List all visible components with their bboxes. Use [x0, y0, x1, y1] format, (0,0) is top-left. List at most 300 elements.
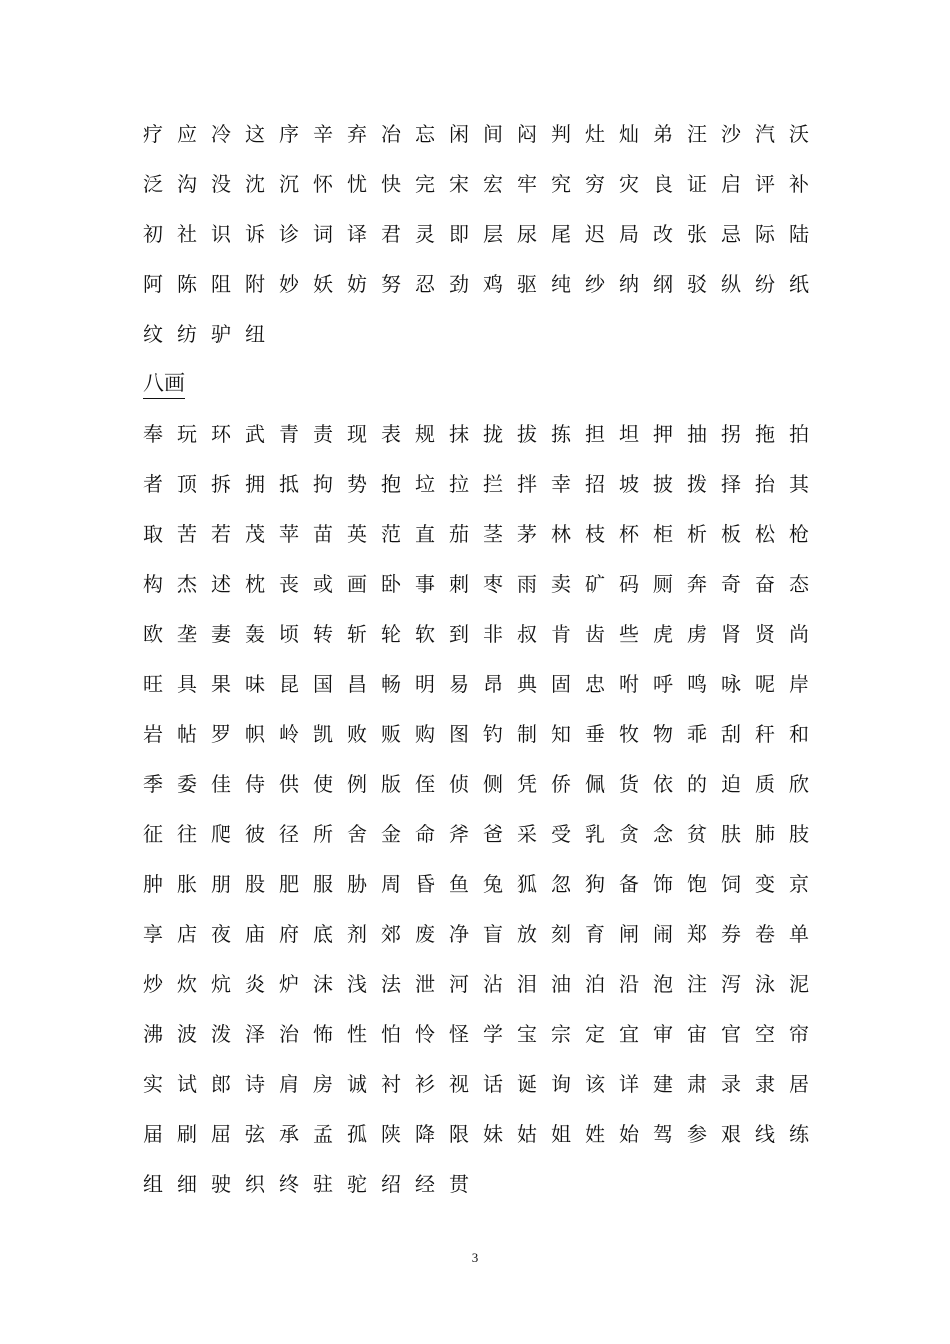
character: 官: [721, 1022, 741, 1046]
character: 底: [313, 922, 333, 946]
character: 轰: [245, 622, 265, 646]
character: 河: [449, 972, 469, 996]
character: 庙: [245, 922, 265, 946]
character: 尾: [551, 222, 571, 246]
character: 闷: [517, 122, 537, 146]
character: 侍: [245, 772, 265, 796]
character: 屈: [211, 1122, 231, 1146]
character: 审: [653, 1022, 673, 1046]
character: 拌: [517, 472, 537, 496]
character: 卧: [381, 572, 401, 596]
character: 拉: [449, 472, 469, 496]
character: 朋: [211, 872, 231, 896]
character: 表: [381, 422, 401, 446]
character: 斩: [347, 622, 367, 646]
character: 宗: [551, 1022, 571, 1046]
character: 诊: [279, 222, 299, 246]
character: 披: [653, 472, 673, 496]
character: 拔: [517, 422, 537, 446]
character: 府: [279, 922, 299, 946]
character: 油: [551, 972, 571, 996]
character: 织: [245, 1172, 265, 1196]
character: 驻: [313, 1172, 333, 1196]
character: 妙: [279, 272, 299, 296]
character: 述: [211, 572, 231, 596]
character: 货: [619, 772, 639, 796]
character: 杰: [177, 572, 197, 596]
character: 炒: [143, 972, 163, 996]
character: 驴: [211, 322, 231, 346]
character: 虏: [687, 622, 707, 646]
character: 担: [585, 422, 605, 446]
character: 浅: [347, 972, 367, 996]
character: 所: [313, 822, 333, 846]
character: 斧: [449, 822, 469, 846]
character: 周: [381, 872, 401, 896]
character: 抬: [755, 472, 775, 496]
character: 陕: [381, 1122, 401, 1146]
character: 拐: [721, 422, 741, 446]
character: 纷: [755, 272, 775, 296]
character: 诚: [347, 1072, 367, 1096]
character: 丧: [279, 572, 299, 596]
character: 诉: [245, 222, 265, 246]
character: 肾: [721, 622, 741, 646]
character: 应: [177, 122, 197, 146]
character: 垂: [585, 722, 605, 746]
character: 茂: [245, 522, 265, 546]
character: 呢: [755, 672, 775, 696]
character: 孟: [313, 1122, 333, 1146]
character: 始: [619, 1122, 639, 1146]
character: 纺: [177, 322, 197, 346]
character: 国: [313, 672, 333, 696]
character: 郑: [687, 922, 707, 946]
character: 其: [789, 472, 809, 496]
character: 灶: [585, 122, 605, 146]
character: 限: [449, 1122, 469, 1146]
character: 侄: [415, 772, 435, 796]
character: 君: [381, 222, 401, 246]
character: 译: [347, 222, 367, 246]
character: 乳: [585, 822, 605, 846]
character: 或: [313, 572, 333, 596]
character: 采: [517, 822, 537, 846]
character: 饰: [653, 872, 673, 896]
character: 放: [517, 922, 537, 946]
character: 尚: [789, 622, 809, 646]
character: 灾: [619, 172, 639, 196]
character: 夜: [211, 922, 231, 946]
character: 驶: [211, 1172, 231, 1196]
character: 贪: [619, 822, 639, 846]
character: 降: [415, 1122, 435, 1146]
character: 佩: [585, 772, 605, 796]
character: 局: [619, 222, 639, 246]
character: 爸: [483, 822, 503, 846]
character: 拥: [245, 472, 265, 496]
character: 范: [381, 522, 401, 546]
character: 波: [177, 1022, 197, 1046]
character: 季: [143, 772, 163, 796]
character: 肯: [551, 622, 571, 646]
character-row: [143, 959, 823, 1009]
character: 枣: [483, 572, 503, 596]
character: 录: [721, 1072, 741, 1096]
character: 建: [653, 1072, 673, 1096]
character: 承: [279, 1122, 299, 1146]
character: 呼: [653, 672, 673, 696]
character: 味: [245, 672, 265, 696]
character: 舍: [347, 822, 367, 846]
character: 命: [415, 822, 435, 846]
character: 宋: [449, 172, 469, 196]
character: 欣: [789, 772, 809, 796]
character: 受: [551, 822, 571, 846]
character: 泻: [721, 972, 741, 996]
character: 炊: [177, 972, 197, 996]
character-row: [143, 1009, 823, 1059]
character: 直: [415, 522, 435, 546]
character-row: [143, 709, 823, 759]
character: 炕: [211, 972, 231, 996]
character: 即: [449, 222, 469, 246]
character: 典: [517, 672, 537, 696]
character: 冶: [381, 122, 401, 146]
character: 怜: [415, 1022, 435, 1046]
character: 忽: [551, 872, 571, 896]
character: 肿: [143, 872, 163, 896]
character: 纵: [721, 272, 741, 296]
character: 卖: [551, 572, 571, 596]
character: 炎: [245, 972, 265, 996]
character: 厕: [653, 572, 673, 596]
character: 饲: [721, 872, 741, 896]
character: 侦: [449, 772, 469, 796]
character: 纳: [619, 272, 639, 296]
character-row: [143, 309, 823, 359]
character: 刺: [449, 572, 469, 596]
character: 抵: [279, 472, 299, 496]
character: 怕: [381, 1022, 401, 1046]
character: 轮: [381, 622, 401, 646]
character: 柜: [653, 522, 673, 546]
character: 纱: [585, 272, 605, 296]
character: 例: [347, 772, 367, 796]
character-row: [143, 559, 823, 609]
character: 服: [313, 872, 333, 896]
character: 软: [415, 622, 435, 646]
character: 拣: [551, 422, 571, 446]
character: 忌: [721, 222, 741, 246]
character: 沉: [279, 172, 299, 196]
character: 闹: [653, 922, 673, 946]
character: 忧: [347, 172, 367, 196]
character: 质: [755, 772, 775, 796]
character: 奔: [687, 572, 707, 596]
character: 判: [551, 122, 571, 146]
character: 沟: [177, 172, 197, 196]
character: 具: [177, 672, 197, 696]
character: 泳: [755, 972, 775, 996]
character: 宙: [687, 1022, 707, 1046]
character-row: [143, 859, 823, 909]
character: 隶: [755, 1072, 775, 1096]
character: 鸣: [687, 672, 707, 696]
character: 劲: [449, 272, 469, 296]
character: 枝: [585, 522, 605, 546]
character: 视: [449, 1072, 469, 1096]
character: 贯: [449, 1172, 469, 1196]
character: 闲: [449, 122, 469, 146]
character: 陆: [789, 222, 809, 246]
character: 奋: [755, 572, 775, 596]
character: 苹: [279, 522, 299, 546]
character: 贤: [755, 622, 775, 646]
character: 现: [347, 422, 367, 446]
character: 怖: [313, 1022, 333, 1046]
character: 纹: [143, 322, 163, 346]
character: 单: [789, 922, 809, 946]
character: 泼: [211, 1022, 231, 1046]
character: 帜: [245, 722, 265, 746]
character: 拍: [789, 422, 809, 446]
character: 尿: [517, 222, 537, 246]
character: 鱼: [449, 872, 469, 896]
character: 弃: [347, 122, 367, 146]
character-row: [143, 159, 823, 209]
character: 享: [143, 922, 163, 946]
character: 若: [211, 522, 231, 546]
character: 抹: [449, 422, 469, 446]
character: 图: [449, 722, 469, 746]
character: 沃: [789, 122, 809, 146]
character: 到: [449, 622, 469, 646]
character: 疗: [143, 122, 163, 146]
character: 盲: [483, 922, 503, 946]
character: 宜: [619, 1022, 639, 1046]
character: 话: [483, 1072, 503, 1096]
character: 序: [279, 122, 299, 146]
character: 沾: [483, 972, 503, 996]
character: 妨: [347, 272, 367, 296]
character: 启: [721, 172, 741, 196]
character: 究: [551, 172, 571, 196]
character: 衫: [415, 1072, 435, 1096]
character: 乖: [687, 722, 707, 746]
character: 帖: [177, 722, 197, 746]
character: 鸡: [483, 272, 503, 296]
character: 冷: [211, 122, 231, 146]
character: 败: [347, 722, 367, 746]
character: 泄: [415, 972, 435, 996]
eight-stroke-character-grid: [143, 409, 823, 1209]
character: 姑: [517, 1122, 537, 1146]
character: 咏: [721, 672, 741, 696]
character-row: [143, 1159, 823, 1209]
character: 阿: [143, 272, 163, 296]
character: 昂: [483, 672, 503, 696]
character: 废: [415, 922, 435, 946]
character: 肢: [789, 822, 809, 846]
character: 泪: [517, 972, 537, 996]
character: 供: [279, 772, 299, 796]
character: 帘: [789, 1022, 809, 1046]
character: 法: [381, 972, 401, 996]
character: 凯: [313, 722, 333, 746]
character: 艰: [721, 1122, 741, 1146]
character: 昏: [415, 872, 435, 896]
character: 购: [415, 722, 435, 746]
character: 制: [517, 722, 537, 746]
character: 泥: [789, 972, 809, 996]
character: 茄: [449, 522, 469, 546]
character: 练: [789, 1122, 809, 1146]
character: 钓: [483, 722, 503, 746]
character: 贫: [687, 822, 707, 846]
character: 询: [551, 1072, 571, 1096]
character: 径: [279, 822, 299, 846]
character: 版: [381, 772, 401, 796]
character: 顶: [177, 472, 197, 496]
character: 改: [653, 222, 673, 246]
character: 侨: [551, 772, 571, 796]
character: 坦: [619, 422, 639, 446]
section-heading-eight-strokes: 八画: [143, 370, 185, 399]
character: 穷: [585, 172, 605, 196]
character-row: [143, 209, 823, 259]
character: 阻: [211, 272, 231, 296]
character: 没: [211, 172, 231, 196]
character: 居: [789, 1072, 809, 1096]
character: 净: [449, 922, 469, 946]
character: 畅: [381, 672, 401, 696]
character: 性: [347, 1022, 367, 1046]
character: 画: [347, 572, 367, 596]
character: 实: [143, 1072, 163, 1096]
character: 些: [619, 622, 639, 646]
character: 拘: [313, 472, 333, 496]
character: 刮: [721, 722, 741, 746]
character: 姐: [551, 1122, 571, 1146]
character: 灿: [619, 122, 639, 146]
character: 弟: [653, 122, 673, 146]
character: 析: [687, 522, 707, 546]
character: 构: [143, 572, 163, 596]
character: 店: [177, 922, 197, 946]
character: 学: [483, 1022, 503, 1046]
character: 昆: [279, 672, 299, 696]
character-row: [143, 1109, 823, 1159]
character: 拨: [687, 472, 707, 496]
character: 灵: [415, 222, 435, 246]
character: 闸: [619, 922, 639, 946]
character: 线: [755, 1122, 775, 1146]
character: 势: [347, 472, 367, 496]
character: 肩: [279, 1072, 299, 1096]
character: 这: [245, 122, 265, 146]
character: 纯: [551, 272, 571, 296]
character: 的: [687, 772, 707, 796]
character: 评: [755, 172, 775, 196]
character: 房: [313, 1072, 333, 1096]
character: 咐: [619, 672, 639, 696]
character: 拢: [483, 422, 503, 446]
character: 完: [415, 172, 435, 196]
character: 佳: [211, 772, 231, 796]
character: 杯: [619, 522, 639, 546]
character: 快: [381, 172, 401, 196]
character: 转: [313, 622, 333, 646]
character: 沸: [143, 1022, 163, 1046]
character: 环: [211, 422, 231, 446]
character: 岭: [279, 722, 299, 746]
character: 刷: [177, 1122, 197, 1146]
character: 汽: [755, 122, 775, 146]
character: 纸: [789, 272, 809, 296]
character: 顷: [279, 622, 299, 646]
character-row: [143, 459, 823, 509]
character: 沈: [245, 172, 265, 196]
character: 狐: [517, 872, 537, 896]
character: 郊: [381, 922, 401, 946]
character: 物: [653, 722, 673, 746]
character: 初: [143, 222, 163, 246]
character: 招: [585, 472, 605, 496]
character: 果: [211, 672, 231, 696]
character: 证: [687, 172, 707, 196]
character: 沫: [313, 972, 333, 996]
character: 知: [551, 722, 571, 746]
character: 备: [619, 872, 639, 896]
character: 胁: [347, 872, 367, 896]
character: 诞: [517, 1072, 537, 1096]
character: 饱: [687, 872, 707, 896]
character: 忘: [415, 122, 435, 146]
character: 苦: [177, 522, 197, 546]
character: 雨: [517, 572, 537, 596]
character: 依: [653, 772, 673, 796]
character: 衬: [381, 1072, 401, 1096]
character: 幸: [551, 472, 571, 496]
character: 念: [653, 822, 673, 846]
character: 怀: [313, 172, 333, 196]
character: 宏: [483, 172, 503, 196]
character: 岩: [143, 722, 163, 746]
character-row: [143, 1059, 823, 1109]
character: 空: [755, 1022, 775, 1046]
character: 驳: [687, 272, 707, 296]
character: 弦: [245, 1122, 265, 1146]
character: 妻: [211, 622, 231, 646]
character: 忍: [415, 272, 435, 296]
character: 附: [245, 272, 265, 296]
character: 板: [721, 522, 741, 546]
character: 牢: [517, 172, 537, 196]
character: 齿: [585, 622, 605, 646]
character: 迫: [721, 772, 741, 796]
character: 纲: [653, 272, 673, 296]
character: 育: [585, 922, 605, 946]
character: 际: [755, 222, 775, 246]
character: 肃: [687, 1072, 707, 1096]
character: 叔: [517, 622, 537, 646]
character: 态: [789, 572, 809, 596]
character: 垃: [415, 472, 435, 496]
character: 郎: [211, 1072, 231, 1096]
character: 定: [585, 1022, 605, 1046]
character: 凭: [517, 772, 537, 796]
